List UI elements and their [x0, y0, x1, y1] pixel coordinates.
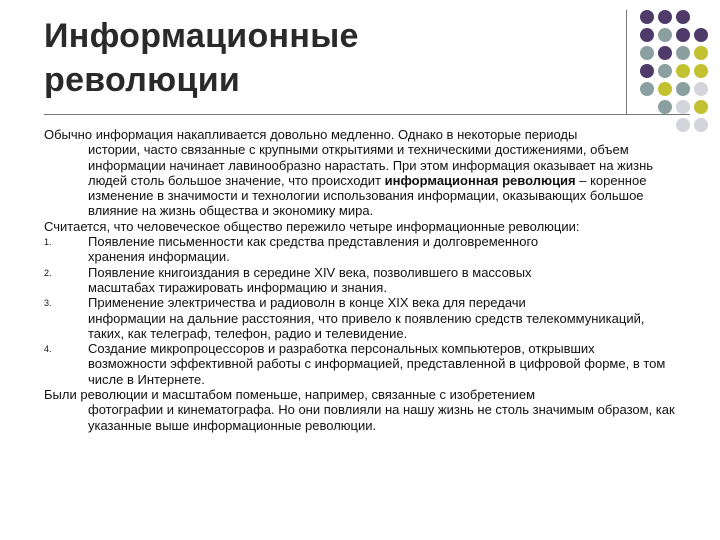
intro-text-part1: истории, часто связанные с крупными открытиями и техническими достижениями, объем информации начинает лавинообразно нарастать. При этом информация оказывает на жизнь людей столь большое значение, что происходит: [88, 142, 654, 188]
intro-first-line: Обычно информация накапливается довольно медленно. Однако в некоторые периоды: [44, 127, 578, 142]
list-item-continuation: хранения информации.: [88, 249, 230, 265]
intro-text-part2: – коренное изменение в значимости и технологии использования информации, оказывающих большое влияние на жизнь общества и экономику мира.: [88, 172, 647, 219]
decorative-dot: [640, 10, 654, 24]
intro-continuation: [44, 142, 680, 218]
list-item-first-line: Появление книгоиздания в середине XIV века, позволившего в массовых: [88, 264, 532, 280]
decorative-dot: [676, 28, 690, 42]
decorative-dot: [658, 46, 672, 60]
list-item: [44, 295, 680, 341]
decorative-dot: [676, 46, 690, 60]
intro-paragraph: [44, 127, 680, 219]
list-item-continuation: масштабах тиражировать информацию и знания.: [88, 279, 387, 295]
decorative-dot: [640, 64, 654, 78]
decorative-dot: [640, 82, 654, 96]
list-item: [44, 265, 680, 296]
decorative-dot: [640, 100, 654, 114]
list-item-first-line: Появление письменности как средства представления и долговременного: [88, 234, 539, 250]
decorative-dot: [658, 82, 672, 96]
list-item: [44, 341, 680, 387]
decorative-dot: [694, 10, 708, 24]
title-line-2: революции: [44, 61, 241, 99]
decorative-dot: [640, 28, 654, 42]
list-item-number: 2.: [44, 267, 52, 278]
decorative-dot: [694, 118, 708, 132]
decorative-dot: [676, 82, 690, 96]
decorative-dot: [694, 100, 708, 114]
horizontal-divider: [44, 114, 690, 115]
list-item-number: 1.: [44, 237, 52, 248]
claim-paragraph: Считается, что человеческое общество пережило четыре информационные революции:: [44, 218, 580, 234]
title-line-1: Информационные: [44, 17, 359, 55]
decorative-dot: [640, 46, 654, 60]
slide-title: [44, 14, 584, 102]
decorative-dot: [676, 10, 690, 24]
decorative-dot: [658, 28, 672, 42]
bold-term: информационная революция: [384, 172, 576, 188]
list-item-continuation: возможности эффективной работы с информацией, представленной в цифровой форме, в том числе в Интернете.: [88, 356, 666, 387]
decorative-dot-grid: [640, 10, 708, 132]
decorative-dot: [694, 82, 708, 96]
decorative-dot: [676, 64, 690, 78]
decorative-dot: [694, 64, 708, 78]
slide-body: [44, 127, 680, 433]
decorative-dot: [676, 100, 690, 114]
outro-paragraph: [44, 387, 680, 433]
list-item-first-line: Применение электричества и радиоволн в конце XIX века для передачи: [88, 295, 526, 311]
outro-first-line: Были революции и масштабом поменьше, например, связанные с изобретением: [44, 387, 536, 403]
decorative-dot: [694, 28, 708, 42]
decorative-dot: [658, 100, 672, 114]
outro-continuation: фотографии и кинематографа. Но они повлияли на нашу жизнь не столь значимым образом, как указанные выше информационные революции.: [88, 402, 675, 433]
list-item: [44, 234, 680, 265]
list-item-first-line: Создание микропроцессоров и разработка персональных компьютеров, открывших: [88, 341, 595, 357]
decorative-dot: [658, 10, 672, 24]
decorative-dot: [658, 64, 672, 78]
list-item-number: 4.: [44, 344, 52, 355]
vertical-divider: [626, 10, 627, 114]
list-item-continuation: информации на дальние расстояния, что привело к появлению средств телекоммуникаций, таких, как телеграф, телефон, радио и телевидение.: [88, 310, 645, 341]
decorative-dot: [694, 46, 708, 60]
list-item-number: 3.: [44, 298, 52, 309]
